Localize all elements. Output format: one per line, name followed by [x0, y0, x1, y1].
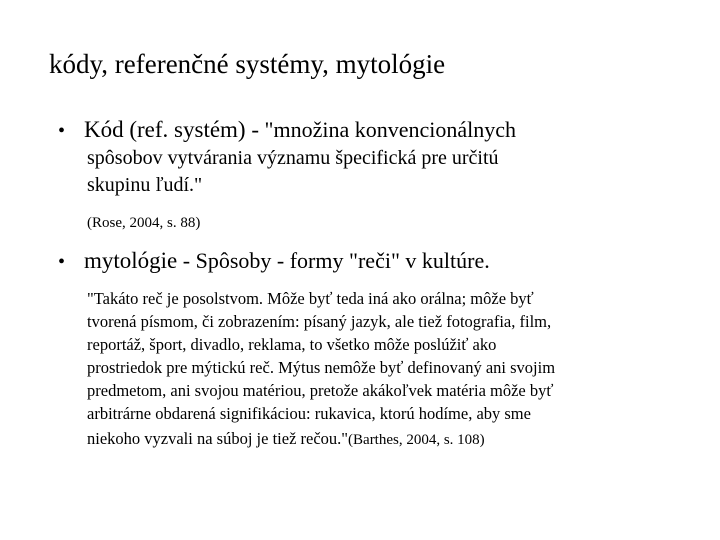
- bullet-term: mytológie: [84, 248, 178, 273]
- quote-line-last: [87, 425, 555, 454]
- barthes-quote: [87, 287, 555, 454]
- quote-line: reportáž, šport, divadlo, reklama, to všetko môže poslúžiť ako: [87, 335, 497, 354]
- bullet-code-continuation: [87, 145, 499, 199]
- bullet-code: [58, 115, 516, 146]
- quote-line: predmetom, ani svojou matériou, pretože akákoľvek matéria môže byť: [87, 381, 554, 400]
- quote-last-text: niekoho vyzvali na súboj je tiež rečou.": [87, 429, 349, 448]
- citation-rose: (Rose, 2004, s. 88): [87, 215, 201, 231]
- bullet-mythologies: [58, 246, 490, 277]
- bullet-dot: •: [58, 120, 66, 142]
- quote-line: "Takáto reč je posolstvom. Môže byť teda iná ako orálna; môže byť: [87, 289, 534, 308]
- continuation-line: skupinu ľudí.": [87, 174, 203, 196]
- quote-line: arbitrárne obdarená signifikáciou: rukavica, ktorú hodíme, aby sme: [87, 404, 531, 423]
- bullet-term: Kód (ref. systém) -: [84, 117, 260, 142]
- slide-title: kódy, referenčné systémy, mytológie: [49, 49, 446, 79]
- bullet-text: "množina konvencionálnych: [259, 117, 517, 142]
- bullet-dot: •: [58, 251, 66, 273]
- continuation-line: spôsobov vytvárania významu špecifická pre určitú: [87, 147, 499, 169]
- bullet-text: - Spôsoby - formy "reči" v kultúre.: [177, 248, 490, 273]
- quote-line: tvorená písmom, či zobrazením: písaný jazyk, ale tiež fotografia, film,: [87, 312, 552, 331]
- citation-barthes: (Barthes, 2004, s. 108): [348, 432, 485, 448]
- quote-line: prostriedok pre mýtickú reč. Mýtus nemôže byť definovaný ani svojim: [87, 358, 556, 377]
